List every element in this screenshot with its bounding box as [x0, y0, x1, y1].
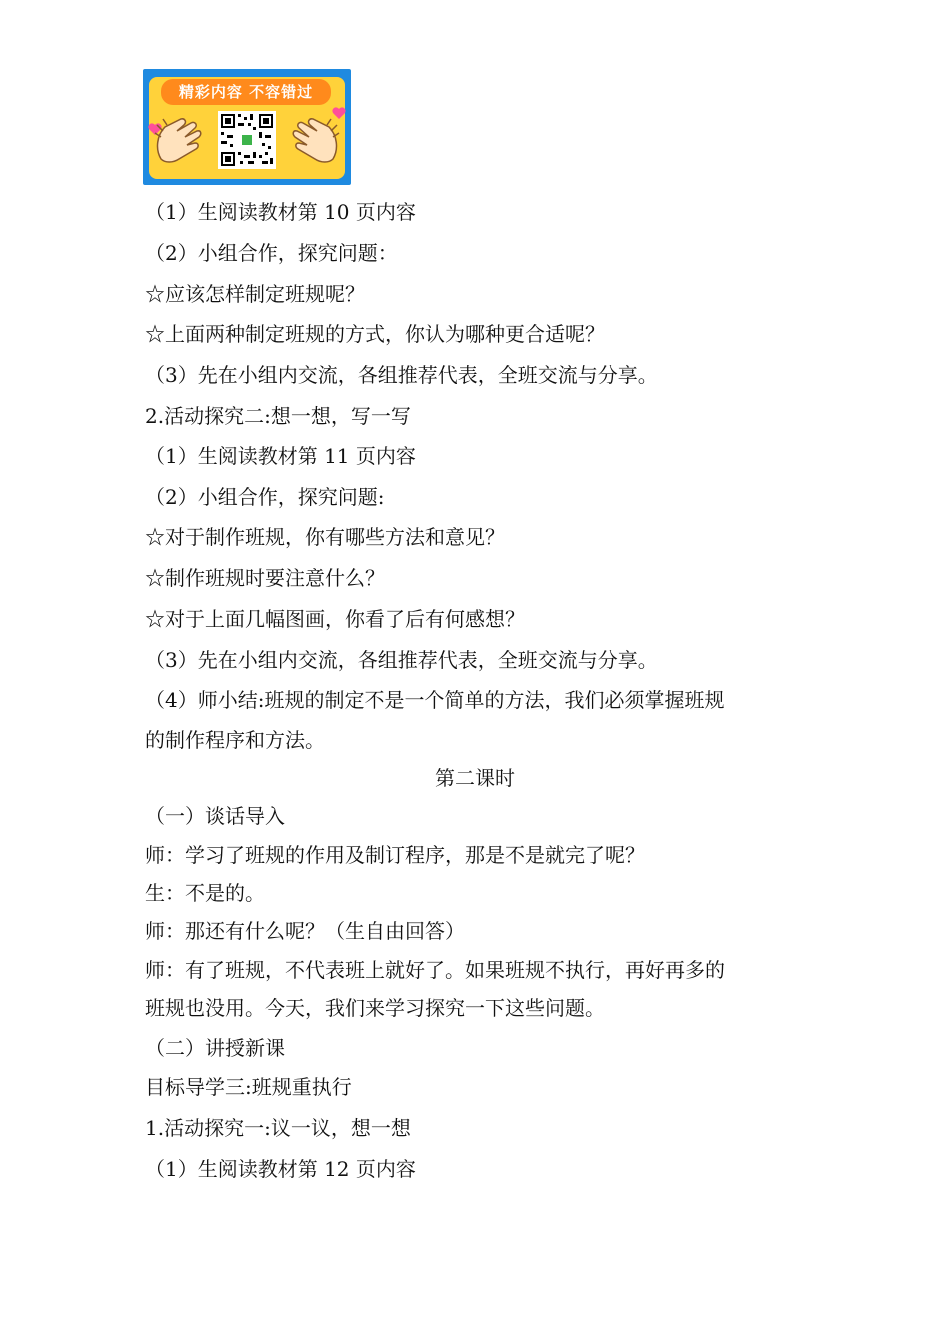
text-line: （一）谈话导入 — [145, 804, 285, 828]
text-line: 2.活动探究二:想一想，写一写 — [145, 404, 411, 428]
text-line: 生：不是的。 — [145, 881, 265, 905]
promo-banner[interactable] — [143, 69, 351, 185]
text-line: 师：有了班规，不代表班上就好了。如果班规不执行，再好再多的 — [145, 958, 725, 982]
text-line: （3）先在小组内交流，各组推荐代表，全班交流与分享。 — [145, 363, 658, 387]
clapping-hand-icon — [287, 113, 343, 169]
text-line: （4）师小结:班规的制定不是一个简单的方法，我们必须掌握班规 — [145, 688, 725, 712]
text-line: ☆应该怎样制定班规呢？ — [145, 282, 365, 306]
qr-code-icon[interactable] — [218, 111, 276, 169]
text-line: ☆上面两种制定班规的方式，你认为哪种更合适呢？ — [145, 322, 605, 346]
text-line: （1）生阅读教材第 12 页内容 — [145, 1157, 416, 1181]
text-line: （2）小组合作，探究问题: — [145, 485, 385, 509]
text-line: 1.活动探究一:议一议，想一想 — [145, 1116, 411, 1140]
text-line: （1）生阅读教材第 11 页内容 — [145, 444, 416, 468]
section-heading: 第二课时 — [435, 766, 515, 790]
text-line: （二）讲授新课 — [145, 1036, 285, 1060]
text-line: （1）生阅读教材第 10 页内容 — [145, 200, 416, 224]
text-line: ☆制作班规时要注意什么？ — [145, 566, 385, 590]
text-line: 的制作程序和方法。 — [145, 728, 325, 752]
banner-title: 精彩内容 不容错过 — [161, 79, 331, 105]
text-line: ☆对于上面几幅图画，你看了后有何感想？ — [145, 607, 525, 631]
text-line: ☆对于制作班规，你有哪些方法和意见？ — [145, 525, 505, 549]
text-line: 班规也没用。今天，我们来学习探究一下这些问题。 — [145, 996, 605, 1020]
text-line: （2）小组合作，探究问题： — [145, 241, 398, 265]
text-line: （3）先在小组内交流，各组推荐代表，全班交流与分享。 — [145, 648, 658, 672]
clapping-hand-icon — [151, 113, 207, 169]
text-line: 目标导学三:班规重执行 — [145, 1075, 352, 1099]
text-line: 师：那还有什么呢？（生自由回答） — [145, 919, 465, 943]
text-line: 师：学习了班规的作用及制订程序，那是不是就完了呢？ — [145, 843, 645, 867]
